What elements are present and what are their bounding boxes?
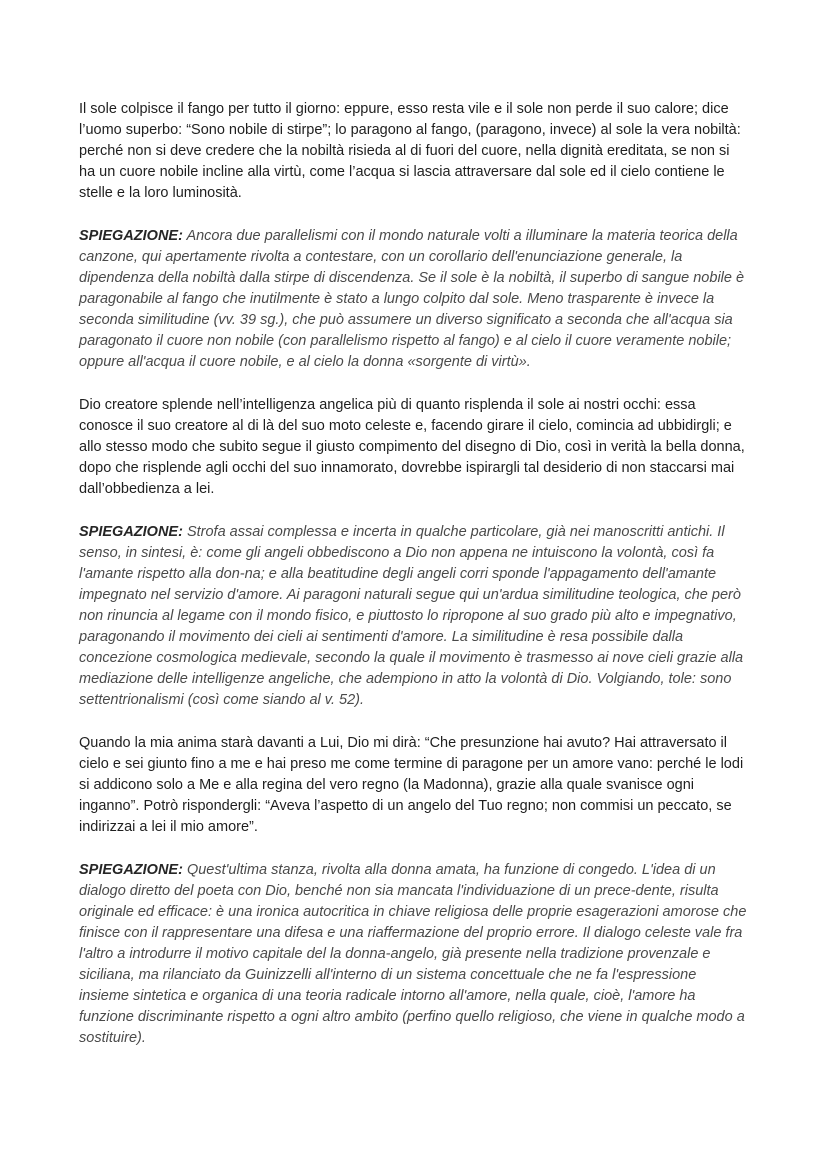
paraphrase-paragraph-2: Dio creatore splende nell’intelligenza angelica più di quanto risplenda il sole ai nostri occhi: essa conosce il suo creatore al di là del suo moto celeste e, facendo girare il cielo, comincia ad ubbidirgli; e allo stesso modo che subito segue il giusto compimento del disegno di Dio, così in verità la bella donna, dopo che risplende agli occhi del suo innamorato, dovrebbe ispirargli tal desiderio di non staccarsi mai dall’obbedienza a lei. — [79, 397, 745, 497]
document-page — [79, 99, 749, 1049]
paragraph-spacer — [79, 711, 749, 733]
explanation-label: SPIEGAZIONE: — [79, 228, 183, 244]
paraphrase-paragraph-1: Il sole colpisce il fango per tutto il giorno: eppure, esso resta vile e il sole non perde il suo calore; dice l’uomo superbo: “Sono nobile di stirpe”; lo paragono al fango, (paragono, invece) al sole la vera nobiltà: perché non si deve credere che la nobiltà risieda al di fuori del cuore, nella dignità ereditata, se non si ha un cuore nobile incline alla virtù, come l’acqua si lascia attraversare dal sole ed il cielo contiene le stelle e la loro luminosità. — [79, 101, 741, 201]
explanation-paragraph-1 — [79, 226, 749, 373]
paragraph-spacer — [79, 204, 749, 226]
explanation-paragraph-3 — [79, 860, 749, 1049]
paragraph-spacer — [79, 373, 749, 395]
paragraph-spacer — [79, 838, 749, 860]
paragraph-spacer — [79, 500, 749, 522]
explanation-label: SPIEGAZIONE: — [79, 862, 183, 878]
explanation-paragraph-2 — [79, 522, 749, 711]
explanation-body: Strofa assai complessa e incerta in qualche particolare, già nei manoscritti antichi. Il senso, in sintesi, è: come gli angeli obbediscono a Dio non appena ne intuiscono la volontà, così fa l'amante rispetto alla don-na; e alla beatitudine degli angeli corri sponde l'appagamento dell'amante impegnato nel servizio d'amore. Ai paragoni naturali segue qui un'ardua similitudine teologica, che però non rinuncia al legame con il mondo fisico, e piuttosto lo ripropone al suo grado più alto e impegnativo, paragonando il movimento dei cieli ai sentimenti d'amore. La similitudine è resa possibile dalla concezione cosmologica medievale, secondo la quale il movimento è trasmesso ai nove cieli grazie alla mediazione delle intelligenze angeliche, che adempiono in atto la volontà di Dio. Volgiando, tole: sono settentrionalismi (così come siando al v. 52). — [79, 524, 744, 708]
explanation-label: SPIEGAZIONE: — [79, 524, 183, 540]
explanation-body: Quest'ultima stanza, rivolta alla donna amata, ha funzione di congedo. L'idea di un dialogo diretto del poeta con Dio, benché non sia mancata l'individuazione di un prece-dente, risulta originale ed efficace: è una ironica autocritica in chiave religiosa delle proprie esagerazioni amorose che finisce con il rappresentare una difesa e una riaffermazione del proprio errore. Il dialogo celeste vale fra l'altro a introdurre il motivo capitale del la donna-angelo, già presente nella tradizione provenzale e siciliana, ma rilanciato da Guinizzelli all'interno di un sistema concettuale che ne fa l'espressione insieme sintetica e organica di una teoria radicale intorno all'amore, nella quale, cioè, l'amore ha funzione discriminante rispetto a ogni altro ambito (perfino quello religioso, che viene in qualche modo a sostituire). — [79, 862, 747, 1046]
explanation-body: Ancora due parallelismi con il mondo naturale volti a illuminare la materia teorica della canzone, qui apertamente rivolta a contestare, con un corollario dell'enunciazione generale, la dipendenza della nobiltà dalla stirpe di discendenza. Se il sole è la nobiltà, il superbo di sangue nobile è paragonabile al fango che inutilmente è stato a lungo colpito dal sole. Meno trasparente è invece la seconda similitudine (vv. 39 sg.), che può assumere un diverso significato a seconda che all'acqua sia paragonato il cuore non nobile (con parallelismo rispetto al fango) e al cielo il cuore veramente nobile; oppure all'acqua il cuore nobile, e al cielo la donna «sorgente di virtù». — [79, 228, 745, 370]
paraphrase-paragraph-3: Quando la mia anima starà davanti a Lui, Dio mi dirà: “Che presunzione hai avuto? Hai attraversato il cielo e sei giunto fino a me e hai preso me come termine di paragone per un amore vano: perché le lodi si addicono solo a Me e alla regina del vero regno (la Madonna), grazie alla quale svanisce ogni inganno”. Potrò rispondergli: “Aveva l’aspetto di un angelo del Tuo regno; non commisi un peccato, se indirizzai a lei il mio amore”. — [79, 735, 744, 835]
